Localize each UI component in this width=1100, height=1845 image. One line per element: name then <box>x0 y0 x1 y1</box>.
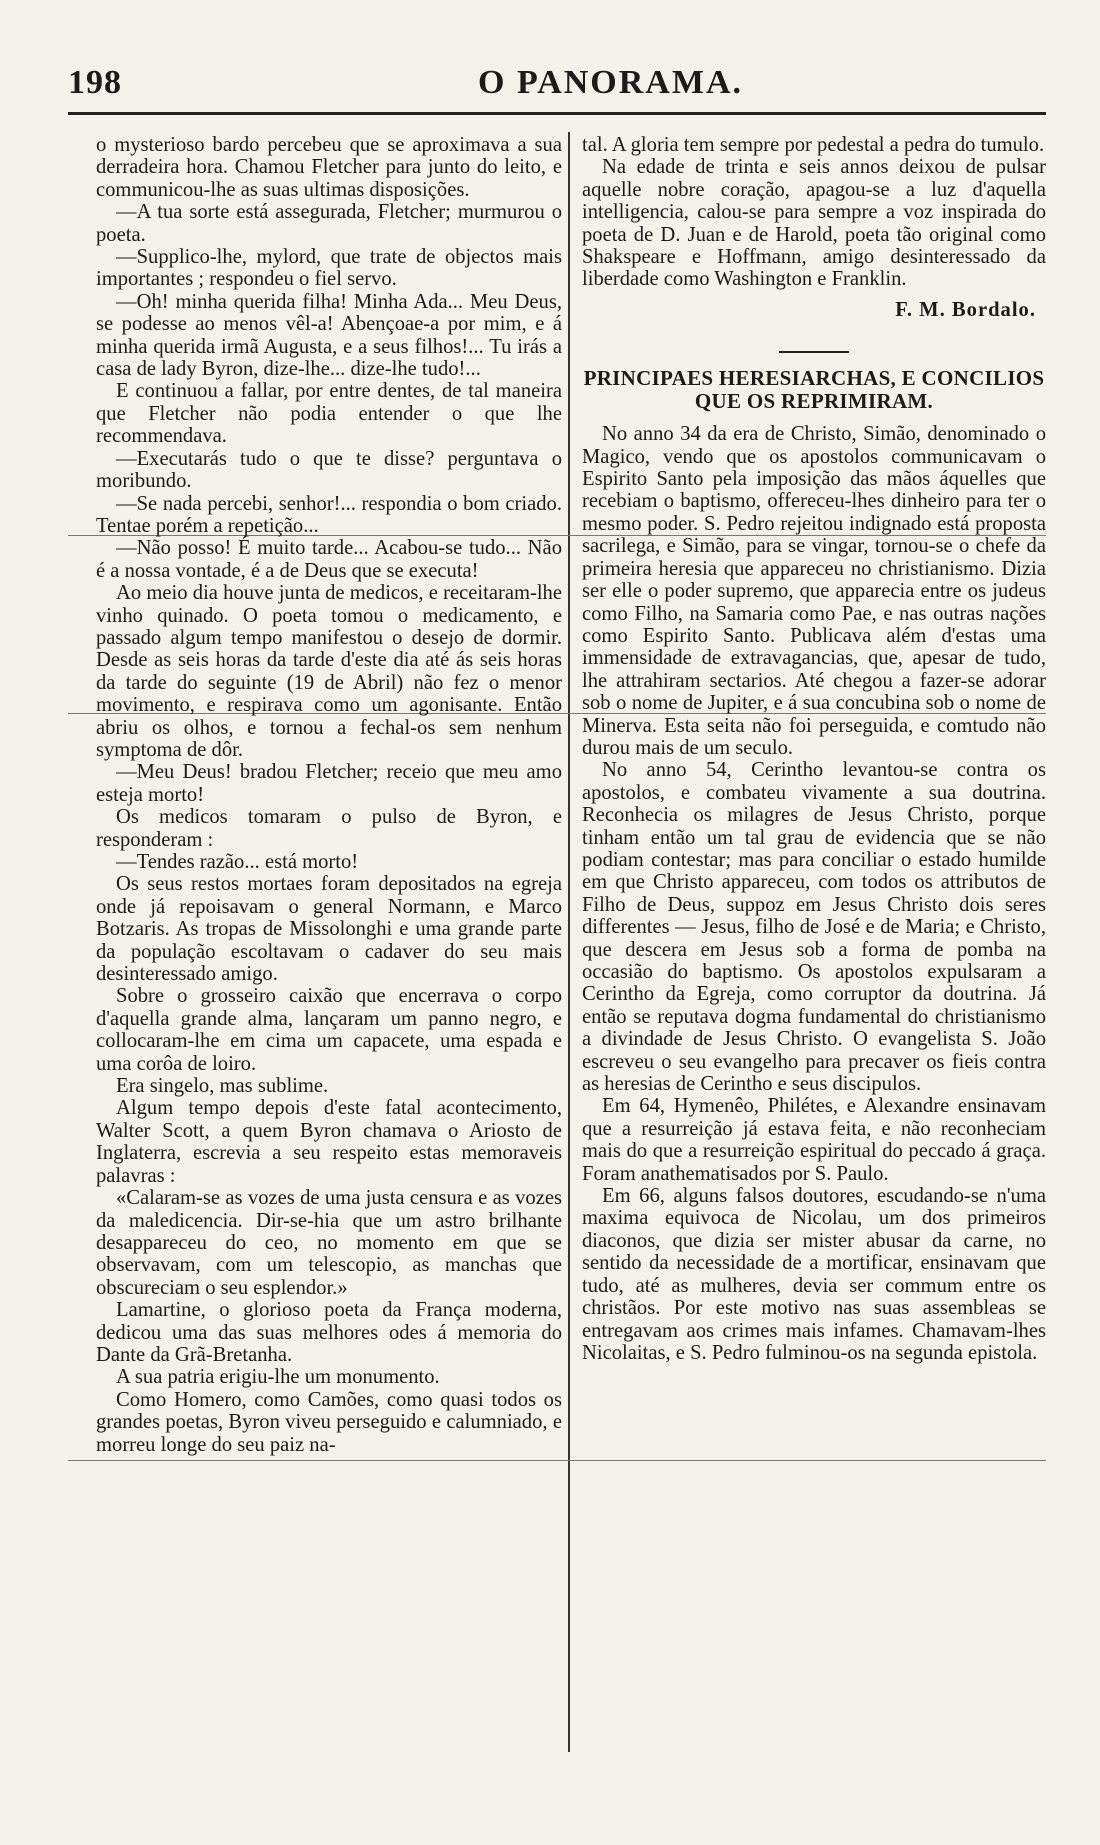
quotation: «Calaram-se as vozes de uma justa censura e as vozes da maledicencia. Dir-se-hia que um astro brilhante desappareceu do ceo, no momento em que se observavam, com um telescopio, as manchas que obscureciam o seu esplendor.» <box>96 1187 562 1299</box>
paragraph: —Oh! minha querida filha! Minha Ada... Meu Deus, se podesse ao menos vêl-a! Abençoae-a por mim, e á minha querida irmã Augusta, e a seus filhos!... Tu irás a casa de lady Byron, dize-lhe... dize-lhe tudo!... <box>96 290 562 381</box>
header-rule <box>68 112 1046 115</box>
paragraph: Era singelo, mas sublime. <box>116 1075 329 1098</box>
paragraph: o mysterioso bardo percebeu que se aproximava a sua derradeira hora. Chamou Fletcher para junto do leito, e communicou-lhe as suas ultimas disposições. <box>96 134 562 201</box>
right-column <box>582 134 1046 1364</box>
paragraph: Na edade de trinta e seis annos deixou de pulsar aquelle nobre coração, apagou-se a luz d'aquella intelligencia, calou-se para sempre a voz inspirada do poeta de D. Juan e de Harold, poeta tão original como Shakspeare e Hoffmann, amigo desinteressado da liberdade como Washington e Franklin. <box>582 156 1046 291</box>
section-separator <box>779 351 849 353</box>
paragraph: No anno 54, Cerintho levantou-se contra os apostolos, e combateu vivamente a sua doutrina. Reconhecia os milagres de Jesus Christo, porque tinham então um tal grau de evidencia que se não podiam contestar; mas para conciliar o estado humilde em que Christo appareceu, com todos os attributos de Filho de Deus, suppoz em Jesus Christo dois seres differentes — Jesus, filho de José e de Maria; e Christo, que descera em Jesus sob a forma de pomba na occasião do baptismo. Os apostolos expulsaram a Cerintho da Egreja, como corruptor da doutrina. Já então se reputava dogma fundamental do christianismo a divindade de Jesus Christo. O evangelista S. João escreveu o seu evangelho para precaver os fieis contra as heresias de Cerintho e seus discipulos. <box>582 759 1046 1096</box>
author-signature: F. M. Bordalo. <box>895 298 1036 321</box>
paragraph: —Supplico-lhe, mylord, que trate de objectos mais importantes ; respondeu o fiel servo. <box>96 246 562 291</box>
paragraph: Em 66, alguns falsos doutores, escudando-se n'uma maxima equivoca de Nicolau, um dos primeiros diaconos, que dizia ser mister abusar da carne, no sentido da necessidade de a mortificar, ensinavam que tudo, até as mulheres, devia ser commum entre os christãos. Por este motivo nas suas assembleas se entregavam aos crimes mais infames. Chamavam-lhes Nicolaitas, e S. Pedro fulminou-os na segunda epistola. <box>582 1185 1046 1364</box>
paragraph: Sobre o grosseiro caixão que encerrava o corpo d'aquella grande alma, lançaram um panno negro, e collocaram-lhe em cima um capacete, uma espada e uma corôa de loiro. <box>96 985 562 1075</box>
left-column <box>96 134 562 1456</box>
paragraph: Lamartine, o glorioso poeta da França moderna, dedicou uma das suas melhores odes á memoria do Dante da Grã-Bretanha. <box>96 1299 562 1366</box>
journal-title: O PANORAMA. <box>478 64 743 101</box>
paragraph: —Não posso! É muito tarde... Acabou-se tudo... Não é a nossa vontade, é a de Deus que se executa! <box>96 537 562 582</box>
paragraph: Os seus restos mortaes foram depositados na egreja onde já repoisavam o general Normann, e Marco Botzaris. As tropas de Missolonghi e uma grande parte da população escoltavam o cadaver do seu mais desinteressado amigo. <box>96 873 562 986</box>
paragraph: No anno 34 da era de Christo, Simão, denominado o Magico, vendo que os apostolos communicavam o Espirito Santo pela imposição das mãos áquelles que recebiam o baptismo, offereceu-lhes dinheiro para ter o mesmo poder. S. Pedro rejeitou indignado está proposta sacrilega, e Simão, para se vingar, tornou-se o chefe da primeira heresia que appareceu no christianismo. Dizia ser elle o poder supremo, que apparecia entre os judeus como Filho, na Samaria como Pae, e nas outras nações como Espirito Santo. Publicava além d'estas uma immensidade de extravagancias, que, apesar de tudo, lhe attrahiram sectarios. Até chegou a fazer-se adorar sob o nome de Jupiter, e á sua concubina sob o nome de Minerva. Esta seita não foi perseguida, e comtudo não durou mais de um seculo. <box>582 423 1046 759</box>
section-title: PRINCIPAES HERESIARCHAS, E CONCILIOS QUE OS REPRIMIRAM. <box>583 366 1045 414</box>
paragraph: —A tua sorte está assegurada, Fletcher; murmurou o poeta. <box>96 201 562 246</box>
page-crease <box>68 1460 1046 1461</box>
paragraph: —Executarás tudo o que te disse? perguntava o moribundo. <box>96 447 562 493</box>
column-divider <box>568 132 570 1752</box>
paragraph: Ao meio dia houve junta de medicos, e receitaram-lhe vinho quinado. O poeta tomou o medicamento, e passado algum tempo manifestou o desejo de dormir. Desde as seis horas da tarde d'este dia até ás seis horas da tarde do seguinte (19 de Abril) não fez o menor movimento, e respirava como um agonisante. Então abriu os olhos, e tornou a fechal-os sem nenhum symptoma de dôr. <box>96 582 562 761</box>
paragraph: E continuou a fallar, por entre dentes, de tal maneira que Fletcher não podia entender o que lhe recommendava. <box>96 380 562 448</box>
page-header <box>68 62 1046 108</box>
paragraph: Algum tempo depois d'este fatal acontecimento, Walter Scott, a quem Byron chamava o Ariosto de Inglaterra, escrevia a seu respeito estas memoraveis palavras : <box>96 1097 562 1187</box>
paragraph: —Se nada percebi, senhor!... respondia o bom criado. Tentae porém a repetição... <box>96 492 562 537</box>
paragraph: Em 64, Hymenêo, Philétes, e Alexandre ensinavam que a resurreição já estava feita, e não reconheciam mais do que a resurreição espiritual do peccado á graça. Foram anathematisados por S. Paulo. <box>582 1095 1046 1185</box>
paragraph: Os medicos tomaram o pulso de Byron, e responderam : <box>96 806 562 851</box>
page-number: 198 <box>68 64 122 101</box>
paragraph: —Tendes razão... está morto! <box>116 851 359 873</box>
paragraph: —Meu Deus! bradou Fletcher; receio que meu amo esteja morto! <box>96 761 562 806</box>
paragraph-continuation: tal. A gloria tem sempre por pedestal a pedra do tumulo. <box>582 134 1045 156</box>
paragraph: Como Homero, como Camões, como quasi todos os grandes poetas, Byron viveu perseguido e calumniado, e morreu longe do seu paiz na- <box>96 1388 562 1456</box>
paragraph: A sua patria erigiu-lhe um monumento. <box>116 1366 440 1389</box>
